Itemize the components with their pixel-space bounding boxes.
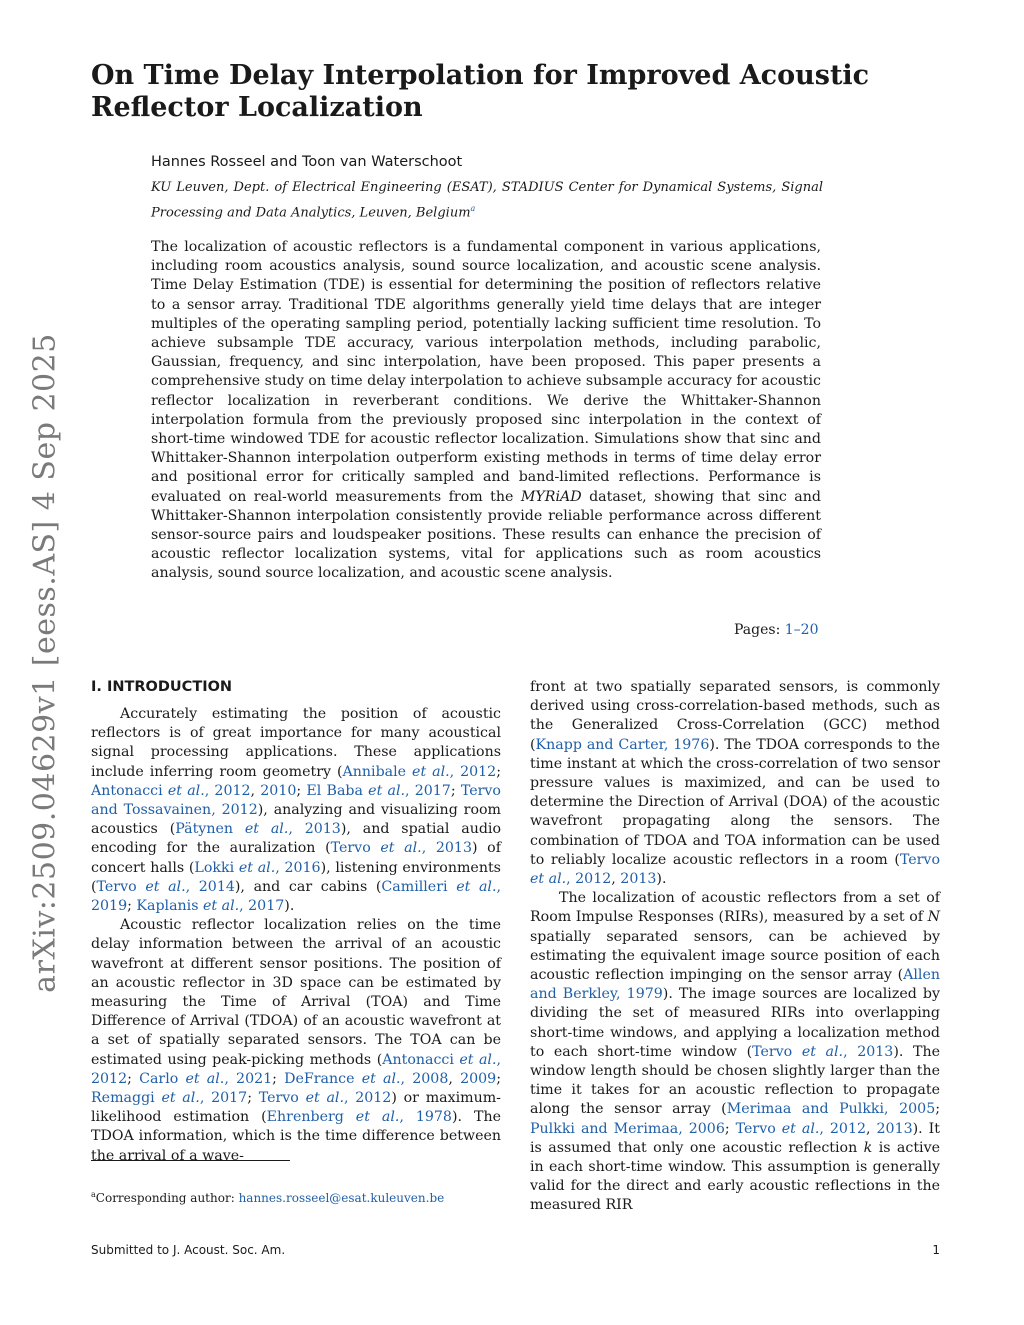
text-run: The localization of acoustic reflectors from a set of Room Impulse Responses (RIRs), measured by a set of	[530, 890, 940, 926]
citation-link[interactable]: , 1978	[399, 1109, 452, 1126]
citation-link[interactable]: , 2013	[288, 821, 341, 838]
pages-label: Pages:	[734, 622, 785, 638]
text-run: ,	[611, 871, 621, 888]
text-run: N	[927, 909, 940, 926]
citation-link[interactable]: et al.	[368, 782, 405, 799]
intro-paragraph-2	[91, 916, 501, 1166]
text-run: ;	[935, 1101, 941, 1118]
text-run: ). It is assumed that only one acoustic reflection	[530, 1120, 940, 1156]
citation-link[interactable]: Knapp and Carter, 1976	[535, 736, 710, 753]
citation-link[interactable]: Carlo	[139, 1070, 186, 1087]
citation-link[interactable]: , 2012	[449, 763, 497, 780]
intro-paragraph-3	[530, 889, 940, 1215]
footnote-mark: a	[91, 1190, 96, 1199]
text-run: ), listening environments (	[91, 859, 501, 895]
citation-link[interactable]: et al.	[203, 898, 240, 915]
text-run: MYRiAD	[520, 488, 582, 505]
page-number: 1	[932, 1243, 940, 1257]
citation-link[interactable]: et al.	[380, 840, 422, 857]
footnote	[91, 1190, 444, 1205]
author-list: Hannes Rosseel and Toon van Waterschoot	[151, 154, 463, 170]
text-run: front at two spatially separated sensors, is commonly derived using cross-correlation-based methods, such as the Generalized Cross-Correlation (GCC) method (	[530, 679, 940, 753]
citation-link[interactable]: Antonacci	[382, 1051, 460, 1068]
citation-link[interactable]: 2013	[876, 1120, 913, 1137]
text-run: ;	[496, 1070, 501, 1087]
text-run: ;	[247, 1090, 259, 1107]
text-run: ;	[296, 782, 307, 799]
citation-link[interactable]: , 2008	[400, 1070, 449, 1087]
text-run: ) of concert halls (	[91, 840, 501, 876]
footnote-label: Corresponding author:	[95, 1191, 239, 1205]
text-run: k	[863, 1139, 873, 1156]
text-run: ). The window length should be chosen slightly larger than the time it takes for an acoustic reflection to propagate along the sensor array (	[530, 1043, 940, 1118]
citation-link[interactable]: , 2012	[91, 1051, 501, 1087]
citation-link[interactable]: et al.	[244, 821, 289, 838]
citation-link[interactable]: Tervo	[752, 1043, 802, 1060]
text-run: Acoustic reflector localization relies on the time delay information between the arrival of an acoustic wavefront at different sensor positions. The position of an acoustic reflector in 3D space can be estimated by measuring the Time of Arrival (TOA) and Time Difference of Arrival (TDOA) of an acoustic wavefront at a set of spatially separated sensors. The TOA can be estimated using peak-picking methods (	[91, 917, 501, 1068]
text-run: ).	[284, 898, 295, 915]
citation-link[interactable]: et al.	[355, 1109, 400, 1126]
text-run: ). The image sources are localized by dividing the set of measured RIRs into overlapping short-time windows, and applying a localization method to each short-time window (	[530, 986, 941, 1060]
text-run: spatially separated sensors, can be achieved by estimating the equivalent image source position of each acoustic reflection impinging on the sensor array (	[530, 928, 940, 984]
text-run: is active in each short-time window. This assumption is generally valid for the direct and early acoustic reflections in the measured RIR	[530, 1139, 940, 1214]
citation-link[interactable]: , 2017	[199, 1090, 248, 1107]
citation-link[interactable]: Remaggi	[91, 1090, 162, 1107]
citation-link[interactable]: Ehrenberg	[266, 1109, 356, 1126]
citation-link[interactable]: Allen and Berkley, 1979	[530, 967, 940, 1003]
text-run: ;	[272, 1070, 285, 1087]
text-run: ) or maximum-likelihood estimation (	[91, 1090, 501, 1126]
citation-link[interactable]: Camilleri	[381, 878, 457, 895]
citation-link[interactable]: , 2019	[91, 878, 501, 915]
affiliation-text: KU Leuven, Dept. of Electrical Engineering (ESAT), STADIUS Center for Dynamical Systems, Signal Processing and Data Analytics, Leuven, Belgium	[151, 180, 823, 221]
right-column	[530, 678, 940, 1216]
footnote-divider	[91, 1160, 290, 1161]
text-run: ;	[724, 1120, 736, 1137]
left-column	[91, 678, 501, 1166]
citation-link[interactable]: Kaplanis	[136, 898, 204, 915]
citation-link[interactable]: , 2016	[275, 859, 321, 876]
citation-link[interactable]: et al.	[456, 878, 497, 895]
citation-link[interactable]: et al.	[185, 1070, 225, 1087]
citation-link[interactable]: et al.	[167, 782, 205, 799]
text-run: ), analyzing and visualizing room acoustics (	[91, 802, 502, 838]
citation-link[interactable]: , 2012	[204, 782, 251, 799]
citation-link[interactable]: , 2014	[185, 878, 235, 895]
citation-link[interactable]: Tervo	[330, 840, 381, 857]
citation-link[interactable]: Tervo	[735, 1120, 782, 1137]
citation-link[interactable]: Tervo	[258, 1090, 306, 1107]
abstract	[151, 238, 821, 584]
citation-link[interactable]: et al.	[305, 1090, 344, 1107]
citation-link[interactable]: , 2013	[843, 1043, 894, 1060]
citation-link[interactable]: Tervo	[899, 851, 940, 868]
citation-link[interactable]: Antonacci	[91, 782, 168, 799]
citation-link[interactable]: Annibale	[342, 763, 413, 780]
citation-link[interactable]: El Baba	[306, 782, 369, 799]
citation-link[interactable]: , 2013	[421, 840, 472, 857]
citation-link[interactable]: , 2021	[224, 1070, 273, 1087]
citation-link[interactable]: 2009	[460, 1070, 497, 1087]
text-run: ,	[866, 1120, 877, 1137]
citation-link[interactable]: , 2012	[343, 1090, 392, 1107]
author-email-link[interactable]: hannes.rosseel@esat.kuleuven.be	[238, 1191, 445, 1205]
text-run: ;	[496, 763, 501, 780]
affiliation-footnote-mark[interactable]: a	[470, 204, 476, 213]
section-heading: I. INTRODUCTION	[91, 679, 233, 695]
intro-paragraph-2-continued	[530, 678, 940, 889]
citation-link[interactable]: et al.	[238, 859, 276, 876]
text-run: ;	[127, 898, 137, 915]
citation-link[interactable]: DeFrance	[284, 1070, 362, 1087]
citation-link[interactable]: et al.	[161, 1090, 200, 1107]
text-run: dataset, showing that sinc and Whittaker-Shannon interpolation consistently provide reliable performance across different sensor-source pairs and loudspeaker positions. These results can enhance the precision of acoustic reflector localization systems, vital for applications such as room acoustics analysis, sound source localization, and acoustic scene analysis.	[151, 488, 821, 582]
citation-link[interactable]: Pätynen	[175, 821, 245, 838]
text-run: ).	[656, 871, 667, 888]
footer-journal: Submitted to J. Acoust. Soc. Am.	[91, 1243, 286, 1257]
text-run: ), and spatial audio encoding for the auralization (	[91, 821, 501, 857]
text-run: ). The TDOA corresponds to the time instant at which the cross-correlation of two sensor pressure values is maximized, and can be used to determine the Direction of Arrival (DOA) of the acoustic wavefront propagating along the sensors. The combination of TDOA and TOA information can be used to reliably localize acoustic reflectors in a room (	[530, 736, 940, 868]
citation-link[interactable]: Pulkki and Merimaa, 2006	[530, 1120, 725, 1137]
citation-link[interactable]: , 2012	[566, 871, 612, 888]
text-run: ;	[127, 1070, 140, 1087]
citation-link[interactable]: , 2017	[239, 898, 285, 915]
citation-link[interactable]: et al.	[781, 1120, 820, 1137]
citation-link[interactable]: 2013	[620, 871, 657, 888]
citation-link[interactable]: et al.	[412, 763, 450, 780]
citation-link[interactable]: 2010	[260, 782, 297, 799]
citation-link[interactable]: et al.	[145, 878, 186, 895]
citation-link[interactable]: et al.	[801, 1043, 844, 1060]
page-range	[734, 622, 818, 638]
text-run: Accurately estimating the position of acoustic reflectors is of great importance for many acoustical signal processing applications. These applications include inferring room geometry (	[91, 706, 501, 780]
citation-link[interactable]: Merimaa and Pulkki, 2005	[726, 1101, 936, 1118]
pages-link[interactable]: 1–20	[784, 622, 819, 638]
text-run: ,	[448, 1070, 461, 1087]
citation-link[interactable]: Tervo	[96, 878, 146, 895]
affiliation	[151, 177, 823, 223]
text-run: ), and car cabins (	[234, 878, 382, 895]
citation-link[interactable]: , 2017	[405, 782, 451, 799]
text-run: The localization of acoustic reflectors is a fundamental component in various applications, including room acoustics analysis, sound source localization, and acoustic scene analysis. Time Delay Estimation (TDE) is essential for determining the position of reflectors relative to a sensor array. Traditional TDE algorithms generally yield time delays that are integer multiples of the operating sampling period, potentially lacking sufficient time resolution. To achieve subsample TDE accuracy, various interpolation methods, including parabolic, Gaussian, frequency, and sinc interpolation, have been proposed. This paper presents a comprehensive study on time delay interpolation to achieve subsample accuracy for acoustic reflector localization in reverberant conditions. We derive the Whittaker-Shannon interpolation formula from the previously proposed sinc interpolation in the context of short-time windowed TDE for acoustic reflector localization. Simulations show that sinc and Whittaker-Shannon interpolation outperform existing methods in terms of time delay error and positional error for critically sampled and band-limited reflections. Performance is evaluated on real-world measurements from the	[151, 239, 821, 505]
citation-link[interactable]: et al.	[459, 1051, 497, 1068]
intro-paragraph-1	[91, 705, 501, 916]
citation-link[interactable]: et al.	[361, 1070, 401, 1087]
text-run: ;	[450, 782, 461, 799]
citation-link[interactable]: , 2012	[819, 1120, 866, 1137]
citation-link[interactable]: et al.	[530, 871, 567, 888]
citation-link[interactable]: Tervo and Tossavainen, 2012	[91, 782, 501, 819]
citation-link[interactable]: Lokki	[194, 859, 239, 876]
paper-title: On Time Delay Interpolation for Improved Acoustic Reflector Localization	[91, 60, 870, 123]
text-run: ). The TDOA information, which is the time difference between the arrival of a wave-	[91, 1109, 501, 1164]
text-run: ,	[250, 782, 261, 799]
arxiv-identifier-stamp: arXiv:2509.04629v1 [eess.AS] 4 Sep 2025	[27, 333, 63, 993]
